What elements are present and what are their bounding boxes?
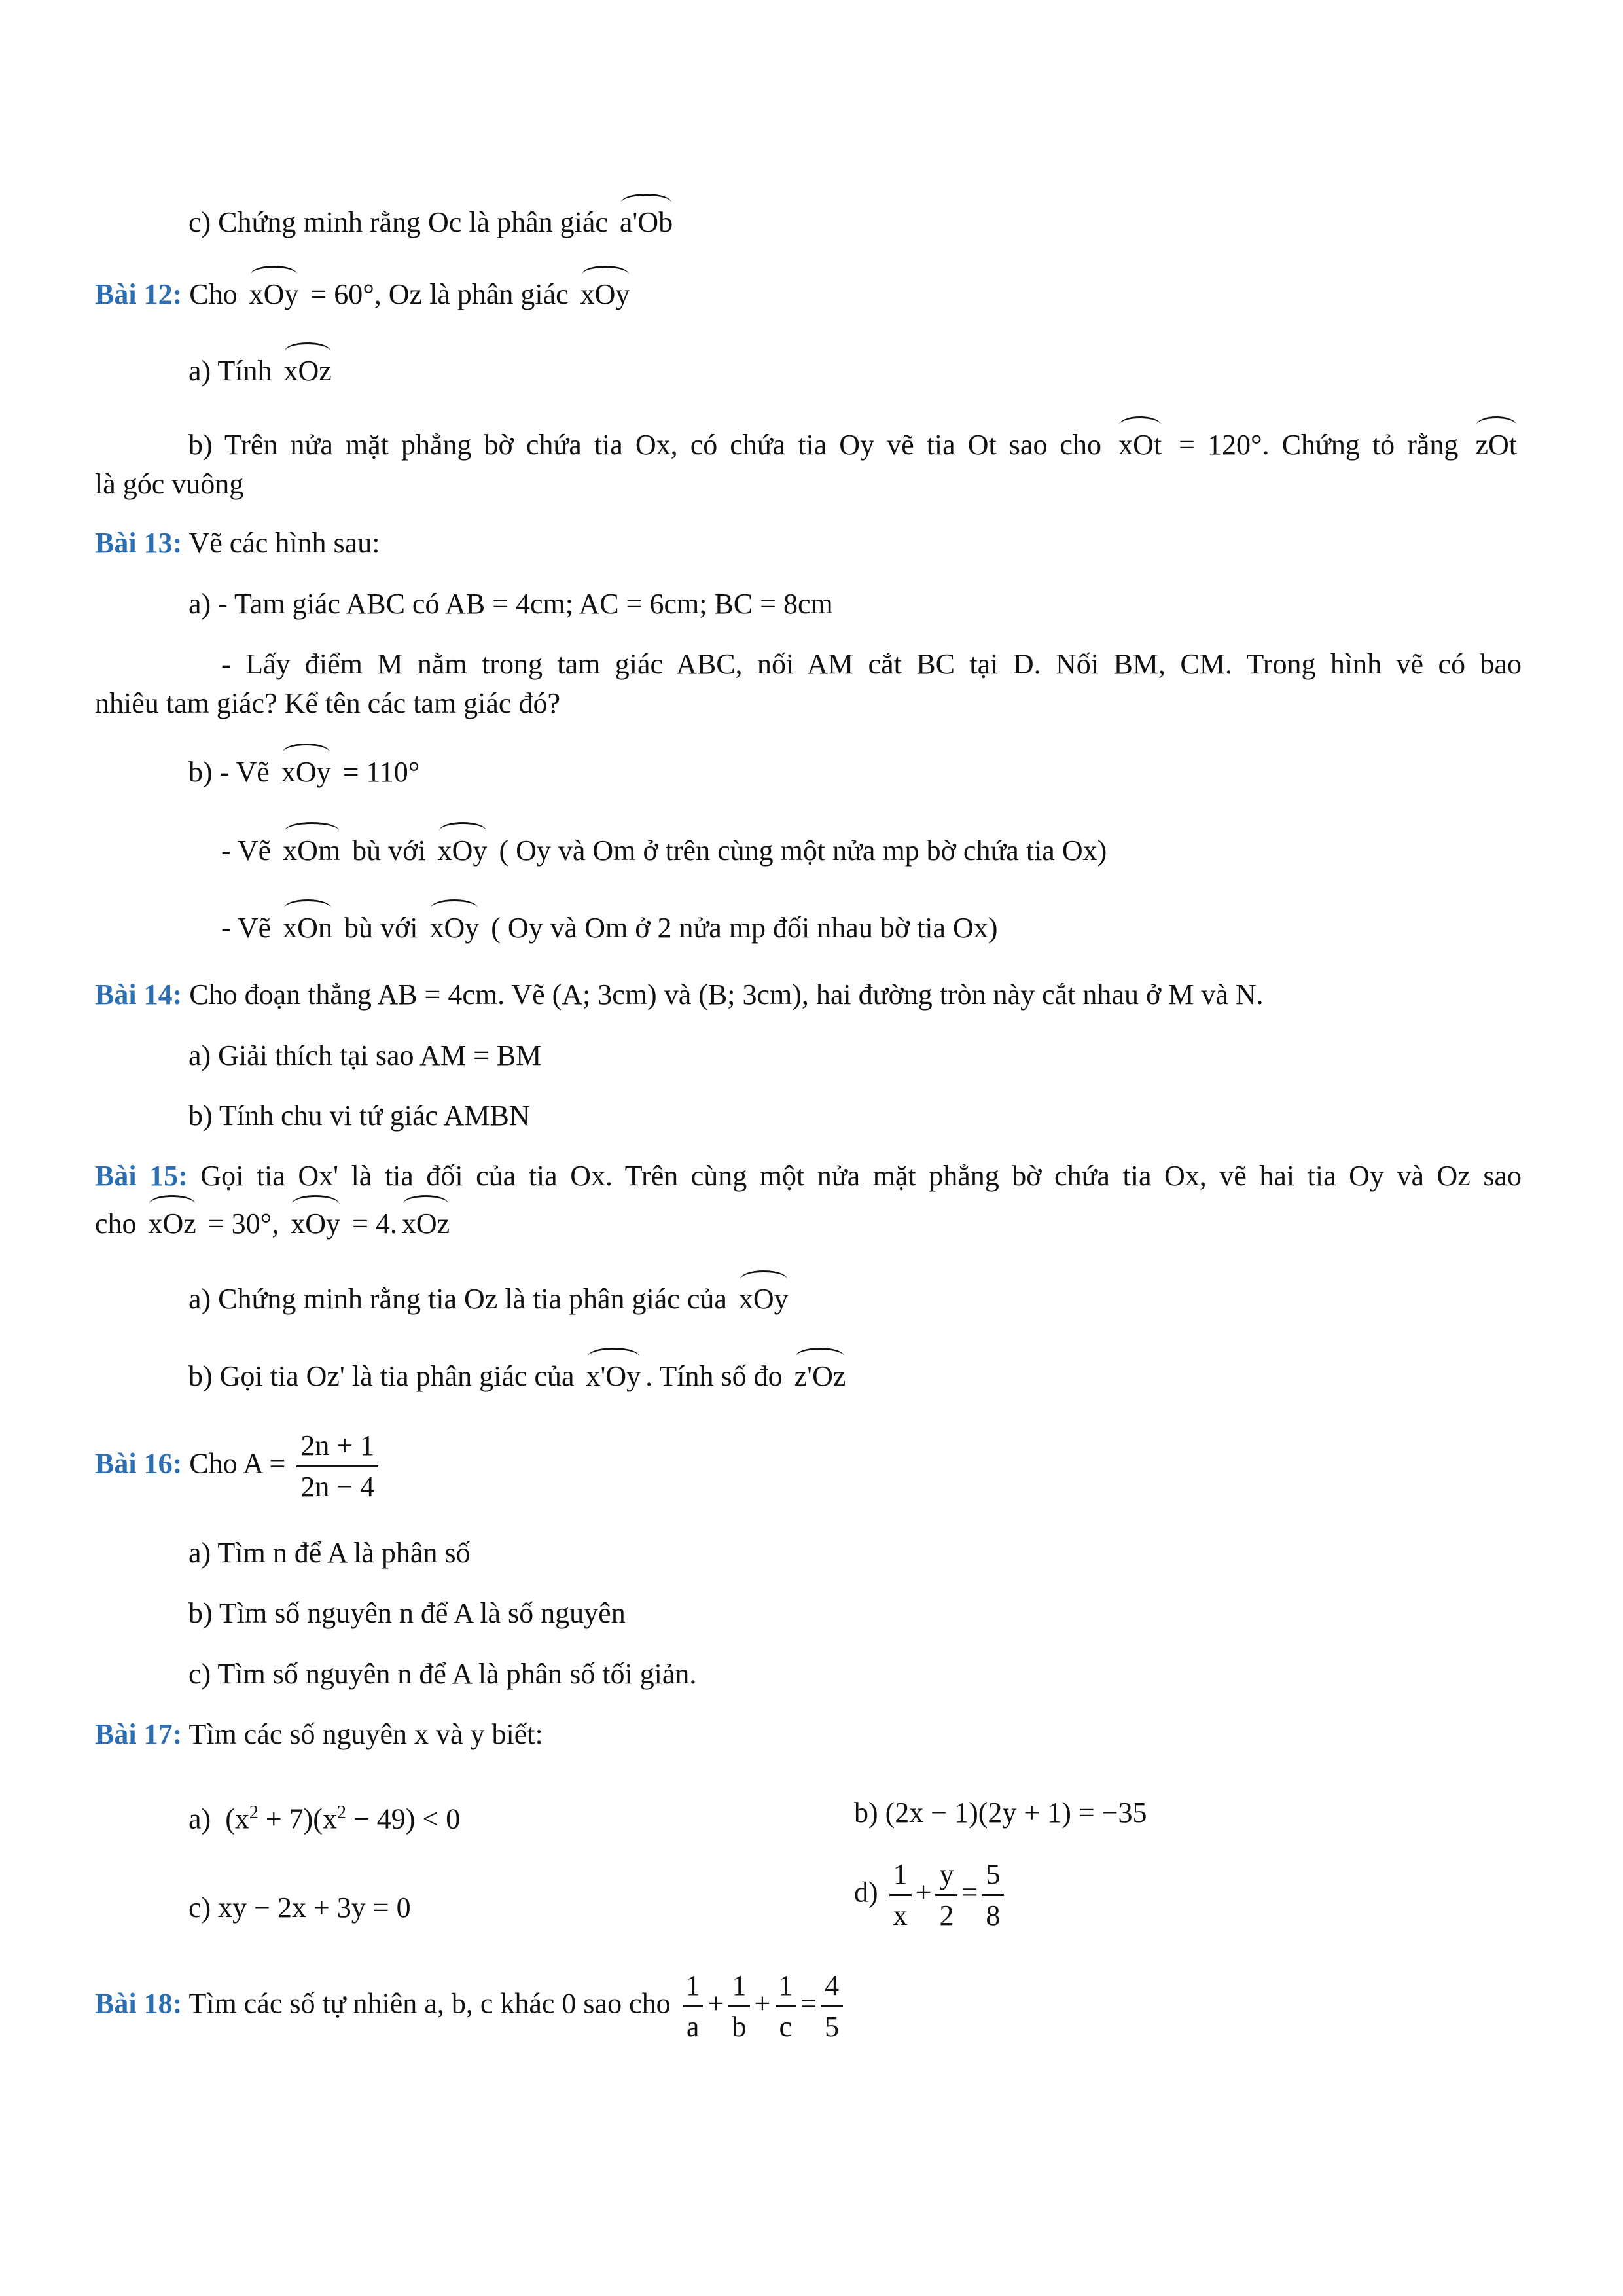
bai16-a: a) Tìm n để A là phân số — [188, 1537, 471, 1569]
bai13-b3: - Vẽ xOn bù với xOy ( Oy và Om ở 2 nửa mp đối nhau bờ tia Ox) — [221, 908, 998, 948]
bai13-b2: - Vẽ xOm bù với xOy ( Oy và Om ở trên cùng một nửa mp bờ chứa tia Ox) — [221, 831, 1107, 870]
fraction-4-5: $\frac{4}{5}$ — [821, 1970, 843, 2043]
angle-xoy: xOy — [737, 1280, 791, 1319]
angle-xoz: xOz — [282, 351, 334, 391]
angle-xoy: xOy — [579, 275, 632, 314]
bai15-b: b) Gọi tia Oz' là tia phân giác của x'Oy . Tính số đo z'Oz — [188, 1357, 850, 1396]
fraction-1-a: $\frac{1}{a}$ — [682, 1970, 704, 2043]
fraction-1-b: $\frac{1}{b}$ — [728, 1970, 750, 2043]
bai15-cont: cho xOz = 30°, xOy = 4. xOz — [95, 1204, 454, 1244]
bai13-a1: a) - Tam giác ABC có AB = 4cm; AC = 6cm; BC = 8cm — [188, 588, 833, 620]
angle-xoy: xOy — [289, 1204, 342, 1244]
angle-xoy: xOy — [279, 753, 333, 792]
angle-xoy: xOy — [427, 908, 481, 948]
angle-xon: xOn — [281, 908, 334, 948]
fraction-5-8: $\frac{5}{8}$ — [982, 1859, 1004, 1931]
bai13-b1: b) - Vẽ xOy = 110° — [188, 753, 419, 792]
top-c-line: c) Chứng minh rằng Oc là phân giác a'Ob — [188, 203, 677, 242]
bai13-label: Bài 13: — [95, 527, 183, 559]
bai17-label: Bài 17: — [95, 1718, 183, 1750]
bai15-a: a) Chứng minh rằng tia Oz là tia phân giác của xOy — [188, 1280, 793, 1319]
bai12-b-cont: là góc vuông — [95, 468, 244, 500]
bai17-c: c) xy − 2x + 3y = 0 — [188, 1892, 411, 1924]
angle-z-prime-oz: z'Oz — [793, 1357, 848, 1396]
angle-zot: zOt — [1473, 425, 1519, 465]
bai13-line: Bài 13: Vẽ các hình sau: — [95, 527, 380, 559]
fraction-1-x: $\frac{1}{x}$ — [889, 1859, 912, 1931]
bai12-line: Bài 12: Cho xOy = 60°, Oz là phân giác xOy — [95, 275, 634, 314]
bai14-a: a) Giải thích tại sao AM = BM — [188, 1039, 542, 1071]
bai13-a2: - Lấy điểm M nằm trong tam giác ABC, nối AM cắt BC tại D. Nối BM, CM. Trong hình vẽ có bao — [221, 648, 1522, 680]
angle-xoz: xOz — [400, 1204, 452, 1244]
bai14-b: b) Tính chu vi tứ giác AMBN — [188, 1100, 530, 1132]
bai17-b: b) (2x − 1)(2y + 1) = −35 — [854, 1797, 1147, 1829]
angle-aob: a'Ob — [618, 203, 675, 242]
angle-xom: xOm — [281, 831, 342, 870]
bai18-label: Bài 18: — [95, 1987, 183, 2020]
angle-xoy: xOy — [247, 275, 301, 314]
bai14-line: Bài 14: Cho đoạn thẳng AB = 4cm. Vẽ (A; 3cm) và (B; 3cm), hai đường tròn này cắt nhau ở M và N. — [95, 978, 1264, 1011]
bai16-line: Bài 16: Cho A = $\frac{2n + 1}{2n - 4}$ — [95, 1430, 382, 1503]
bai16-c: c) Tìm số nguyên n để A là phân số tối giản. — [188, 1658, 697, 1690]
bai17-line: Bài 17: Tìm các số nguyên x và y biết: — [95, 1718, 543, 1750]
angle-xoz: xOz — [147, 1204, 198, 1244]
bai12-label: Bài 12: — [95, 278, 183, 310]
bai18-line: Bài 18: Tìm các số tự nhiên a, b, c khác 0 sao cho $\frac{1}{a}$ + $\frac{1}{b}$ + $\frac{1}{c}$ = $\frac{4}{5}$ — [95, 1970, 847, 2043]
angle-xot: xOt — [1116, 425, 1164, 465]
bai14-label: Bài 14: — [95, 978, 183, 1011]
bai12-b: b) Trên nửa mặt phẳng bờ chứa tia Ox, có chứa tia Oy vẽ tia Ot sao cho xOt = 120°. Chứng tỏ rằng zOt — [188, 425, 1522, 465]
bai15-line: Bài 15: Gọi tia Ox' là tia đối của tia Ox. Trên cùng một nửa mặt phẳng bờ chứa tia Ox, vẽ hai tia Oy và Oz sao — [95, 1160, 1522, 1192]
bai12-a: a) Tính xOz — [188, 351, 336, 391]
bai16-label: Bài 16: — [95, 1447, 183, 1480]
fraction-a: $\frac{2n + 1}{2n - 4}$ — [296, 1430, 378, 1503]
bai13-a2-cont: nhiêu tam giác? Kể tên các tam giác đó? — [95, 687, 560, 719]
bai17-a: a) $(x^2 + 7)(x^2 - 49) < 0$ — [188, 1803, 461, 1835]
fraction-y-2: $\frac{y}{2}$ — [935, 1859, 957, 1931]
angle-xoy: xOy — [436, 831, 490, 870]
angle-x-prime-oy: x'Oy — [584, 1357, 643, 1396]
bai16-b: b) Tìm số nguyên n để A là số nguyên — [188, 1597, 626, 1629]
bai17-d: d) $\frac{1}{x}$ + $\frac{y}{2}$ = $\frac{5}{8}$ — [854, 1859, 1008, 1931]
fraction-1-c: $\frac{1}{c}$ — [774, 1970, 796, 2043]
bai15-label: Bài 15: — [95, 1160, 188, 1192]
